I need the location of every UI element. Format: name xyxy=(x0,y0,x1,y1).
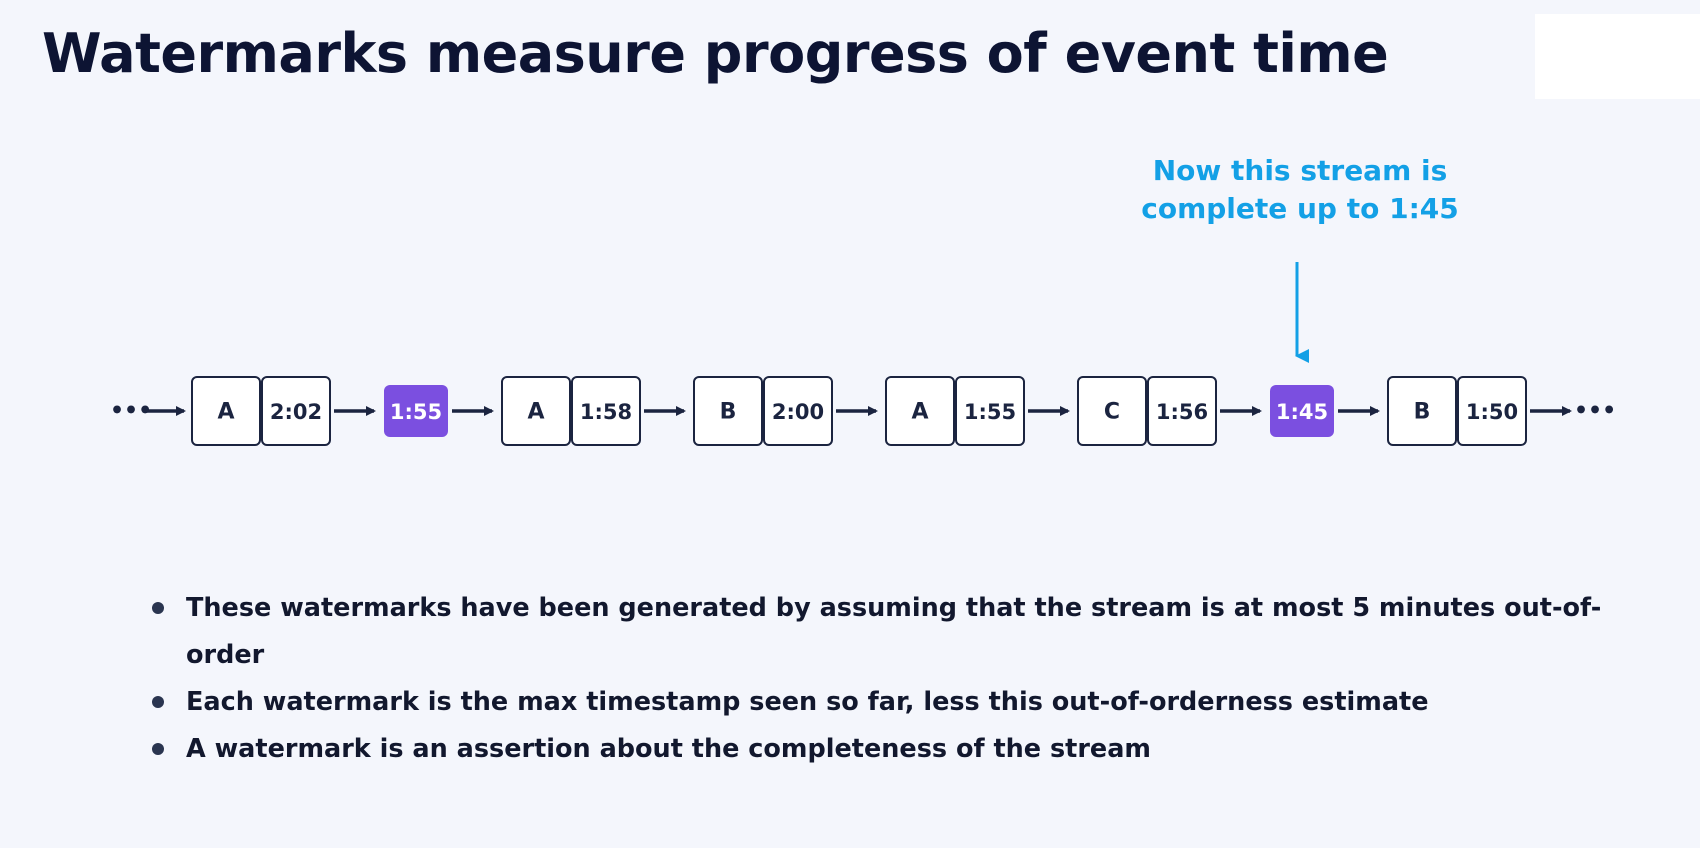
slide-title: Watermarks measure progress of event time xyxy=(42,22,1389,85)
bullet-item-assumption xyxy=(150,585,1650,679)
event-key: A xyxy=(527,399,545,425)
watermark-time: 1:55 xyxy=(389,400,443,424)
event-key: A xyxy=(911,399,929,425)
event-time: 1:58 xyxy=(579,400,633,424)
bullet-text: Each watermark is the max timestamp seen so far, less this out-of-orderness estimate xyxy=(186,687,1429,717)
bullet-item-assertion xyxy=(150,726,1650,773)
bullet-item-definition xyxy=(150,679,1650,726)
callout-line-2: complete up to 1:45 xyxy=(1141,192,1459,225)
event-time: 1:56 xyxy=(1155,400,1209,424)
bullet-dot xyxy=(152,696,164,708)
event-time: 1:55 xyxy=(963,400,1017,424)
event-time: 2:00 xyxy=(771,400,825,424)
event-time: 2:02 xyxy=(269,400,323,424)
bullet-dot xyxy=(152,743,164,755)
stream-start-ellipsis: ••• xyxy=(110,398,153,424)
bullet-text: These watermarks have been generated by assuming that the stream is at most 5 minutes out-of-order xyxy=(186,593,1602,670)
bullet-list xyxy=(150,585,1650,773)
watermark-time: 1:45 xyxy=(1275,400,1329,424)
bullet-dot xyxy=(152,602,164,614)
event-key: C xyxy=(1103,399,1121,425)
event-key: B xyxy=(719,399,737,425)
bullet-text: A watermark is an assertion about the completeness of the stream xyxy=(186,734,1151,764)
stream-end-ellipsis: ••• xyxy=(1574,398,1617,424)
event-time: 1:50 xyxy=(1465,400,1519,424)
event-key: A xyxy=(217,399,235,425)
stream-layer xyxy=(110,377,1616,445)
callout-line-1: Now this stream is xyxy=(1152,154,1448,187)
event-key: B xyxy=(1413,399,1431,425)
